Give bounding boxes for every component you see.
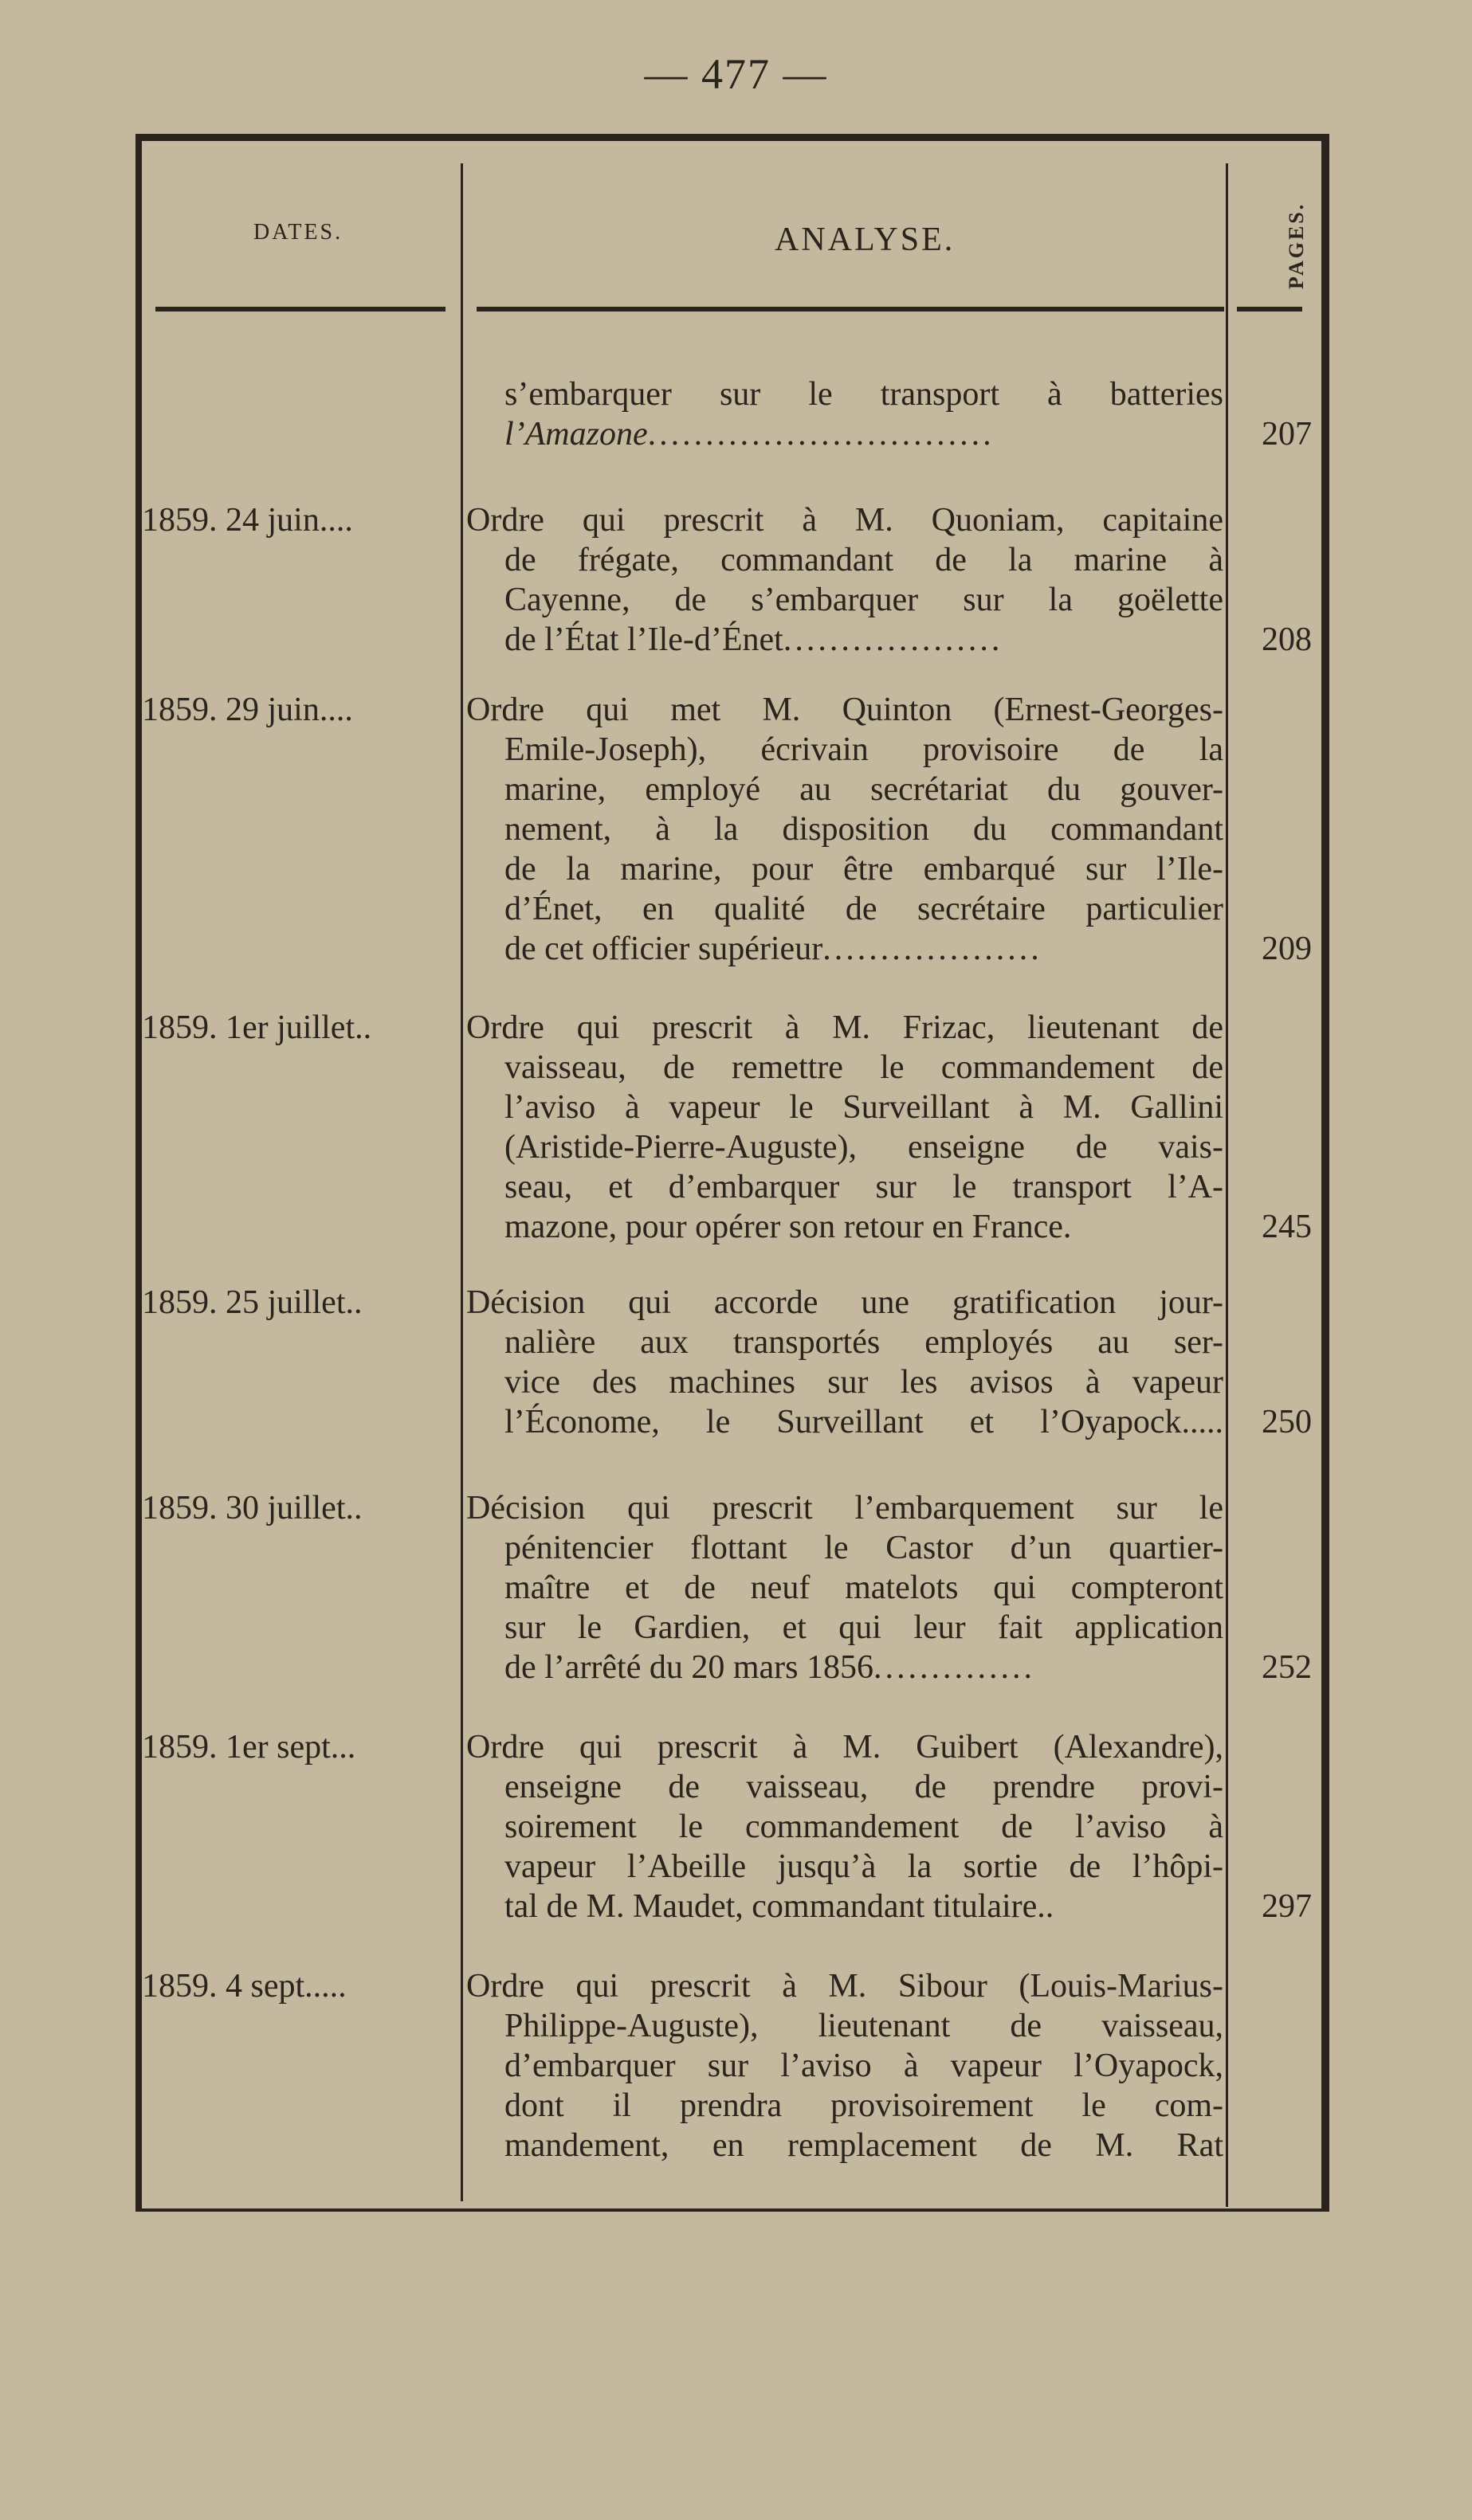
analyse-line: maître et de neuf matelots qui compteront (504, 1570, 1223, 1606)
entry-date: 1859. 1er juillet.. (142, 1009, 372, 1046)
analyse-line: Ordre qui prescrit à M. Sibour (Louis-Marius- (466, 1968, 1223, 2005)
column-header-pages: PAGES. (1285, 202, 1308, 289)
entry-analyse (466, 690, 1223, 969)
entry-date: 1859. 1er sept... (142, 1729, 356, 1766)
leader-dots: .............................. (647, 416, 995, 453)
analyse-line (466, 620, 1223, 660)
header-rule-pages (1237, 307, 1302, 312)
entry-analyse (466, 1283, 1223, 1442)
leader-dots: ................... (822, 931, 1042, 967)
analyse-line (466, 1648, 1223, 1687)
analyse-line: vaisseau, de remettre le commandement de (504, 1049, 1223, 1086)
analyse-line: de frégate, commandant de la marine à (504, 542, 1223, 578)
leader-dots: ................... (783, 621, 1003, 658)
analyse-line: enseigne de vaisseau, de prendre provi- (504, 1769, 1223, 1805)
entry-date: 1859. 30 juillet.. (142, 1490, 363, 1527)
analyse-line: de la marine, pour être embarqué sur l’Ile- (504, 851, 1223, 888)
analyse-line: sur le Gardien, et qui leur fait application (504, 1609, 1223, 1646)
analyse-line: marine, employé au secrétariat du gouver- (504, 771, 1223, 808)
analyse-line: Ordre qui prescrit à M. Guibert (Alexandre), (466, 1729, 1223, 1766)
analyse-line: vapeur l’Abeille jusqu’à la sortie de l’hôpi- (504, 1848, 1223, 1885)
analyse-line: dont il prendra provisoirement le com- (504, 2087, 1223, 2124)
analyse-line: pénitencier flottant le Castor d’un quartier- (504, 1530, 1223, 1566)
analyse-line: Emile-Joseph), écrivain provisoire de la (504, 731, 1223, 768)
analyse-line: nement, à la disposition du commandant (504, 811, 1223, 848)
analyse-line (466, 414, 1223, 454)
column-rule-dates (461, 163, 463, 2201)
analyse-line: vice des machines sur les avisos à vapeur (504, 1364, 1223, 1401)
column-header-analyse: ANALYSE. (775, 221, 956, 258)
leader-dots: .............. (873, 1649, 1036, 1686)
entry-page: 252 (1262, 1649, 1312, 1686)
analyse-line-text: de l’arrêté du 20 mars 1856 (504, 1649, 874, 1686)
entry-page: 245 (1262, 1209, 1312, 1245)
entry-analyse (466, 1488, 1223, 1687)
entry-page: 297 (1262, 1888, 1312, 1925)
analyse-line: soirement le commandement de l’aviso à (504, 1809, 1223, 1845)
header-rule-dates (155, 307, 446, 312)
analyse-line: Ordre qui met M. Quinton (Ernest-Georges- (466, 692, 1223, 728)
analyse-line: d’embarquer sur l’aviso à vapeur l’Oyapock, (504, 2048, 1223, 2084)
entry-date: 1859. 25 juillet.. (142, 1284, 363, 1321)
analyse-line: seau, et d’embarquer sur le transport l’A- (504, 1169, 1223, 1205)
header-rule-analyse (477, 307, 1224, 312)
analyse-line-text: l’Amazone (504, 416, 648, 453)
analyse-line: nalière aux transportés employés au ser- (504, 1324, 1223, 1361)
entry-page: 209 (1262, 931, 1312, 967)
analyse-line: Cayenne, de s’embarquer sur la goëlette (504, 582, 1223, 618)
entry-date: 1859. 24 juin.... (142, 502, 353, 539)
entry-analyse (466, 1008, 1223, 1247)
analyse-line: tal de M. Maudet, commandant titulaire.. (504, 1888, 1054, 1925)
entry-page: 250 (1262, 1404, 1312, 1440)
entry-date: 1859. 4 sept..... (142, 1968, 347, 2005)
entry-date: 1859. 29 juin.... (142, 692, 353, 728)
entry-page: 208 (1262, 621, 1312, 658)
column-rule-pages (1226, 163, 1228, 2207)
analyse-line: l’Économe, le Surveillant et l’Oyapock..... (504, 1404, 1223, 1440)
analyse-line: Décision qui prescrit l’embarquement sur le (466, 1490, 1223, 1527)
analyse-line: Décision qui accorde une gratification jour- (466, 1284, 1223, 1321)
analyse-line: s’embarquer sur le transport à batteries (504, 376, 1223, 413)
analyse-line: (Aristide-Pierre-Auguste), enseigne de vais- (504, 1129, 1223, 1166)
analyse-line: mazone, pour opérer son retour en France. (504, 1209, 1072, 1245)
entry-analyse (466, 500, 1223, 660)
analyse-line-text: de cet officier supérieur (504, 931, 823, 967)
page-number: — 477 — (644, 50, 828, 98)
analyse-line: Ordre qui prescrit à M. Frizac, lieutenant de (466, 1009, 1223, 1046)
entry-analyse (466, 1727, 1223, 1926)
analyse-line: l’aviso à vapeur le Surveillant à M. Gallini (504, 1089, 1223, 1126)
entry-analyse (466, 374, 1223, 454)
analyse-line (466, 929, 1223, 969)
analyse-line: mandement, en remplacement de M. Rat (504, 2127, 1223, 2164)
entry-analyse (466, 1966, 1223, 2165)
analyse-line: Ordre qui prescrit à M. Quoniam, capitaine (466, 502, 1223, 539)
column-header-dates: DATES. (253, 220, 343, 245)
entry-page: 207 (1262, 416, 1312, 453)
analyse-line: d’Énet, en qualité de secrétaire particulier (504, 891, 1223, 927)
analyse-line-text: de l’État l’Ile-d’Énet (504, 621, 783, 658)
analyse-line: Philippe-Auguste), lieutenant de vaisseau, (504, 2008, 1223, 2044)
